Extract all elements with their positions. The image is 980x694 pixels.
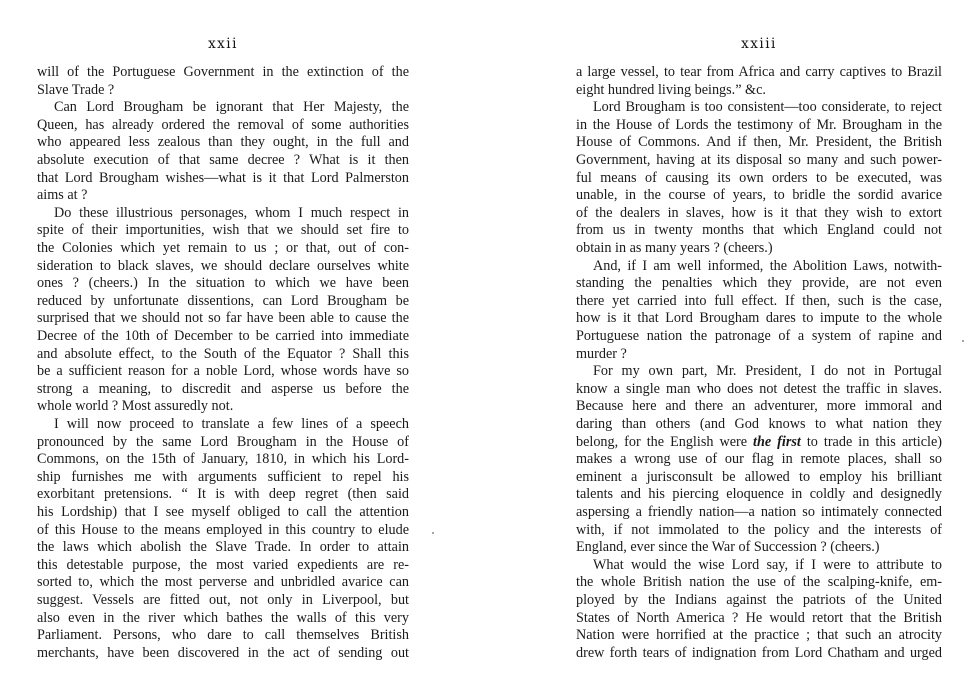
text-line: Decree of the 10th of December to be carried into immediate bbox=[37, 328, 409, 344]
text-line: ones ? (cheers.) In the situation to which we have been bbox=[37, 275, 409, 292]
text-line: Queen, has already ordered the removal of some authorities bbox=[37, 116, 409, 133]
text-line: talents and his piercing eloquence in coldly and designedly bbox=[576, 486, 942, 503]
text-line: also even in the river which bathes the walls of this very bbox=[37, 609, 409, 626]
text-line: eminent a jurisconsult be allowed to employ his brilliant bbox=[576, 468, 942, 485]
text-line: spite of their importunities, wish that we should set fire to bbox=[37, 222, 409, 239]
text-line: ship furnishes me with arguments sufficient to repel his bbox=[37, 468, 409, 485]
text-line: Because here and there an adventurer, more immoral and bbox=[576, 398, 942, 415]
text-line: a large vessel, to tear from Africa and carry captives to Brazil bbox=[576, 64, 942, 80]
page-number-left: xxii bbox=[208, 36, 238, 52]
right-page bbox=[576, 0, 942, 694]
text-line: aspersing a friendly nation—a nation so intimately connected bbox=[576, 504, 942, 520]
text-line: States of North America ? He would retort that the British bbox=[576, 609, 942, 626]
text-line: drew forth tears of indignation from Lord Chatham and urged bbox=[576, 644, 942, 661]
text-line: surprised that we should not so far have been able to cause the bbox=[37, 310, 409, 327]
text-line: the laws which abolish the Slave Trade. In order to attain bbox=[37, 539, 409, 556]
text-line: For my own part, Mr. President, I do not in Portugal bbox=[593, 363, 942, 380]
print-speck bbox=[962, 340, 964, 342]
text-line: of this House to the means employed in this country to elude bbox=[37, 521, 409, 538]
text-line: of the dealers in slaves, how is it that they wish to extort bbox=[576, 204, 942, 221]
text-line: Lord Brougham is too consistent—too considerate, to reject bbox=[593, 99, 942, 116]
text-line: that Lord Brougham wishes—what is it that Lord Palmerston bbox=[37, 169, 409, 186]
text-line: will of the Portuguese Government in the extinction of the bbox=[37, 64, 409, 80]
text-line: whole world ? Most assuredly not. bbox=[37, 398, 234, 415]
text-line: sorted to, which the most perverse and unbridled avarice can bbox=[37, 574, 409, 591]
text-line: with, if not immolated to the policy and the interests of bbox=[576, 521, 942, 538]
text-line: Nation were horrified at the practice ; that such an atrocity bbox=[576, 627, 942, 644]
text-line: belong, for the English were the first to trade in this article) bbox=[576, 433, 942, 450]
text-line: aims at ? bbox=[37, 187, 88, 204]
text-line: this detestable purpose, the most varied expedients are re- bbox=[37, 556, 409, 573]
text-line: how is it that Lord Brougham dares to impute to the whole bbox=[576, 310, 942, 327]
text-line: murder ? bbox=[576, 345, 627, 362]
text-line: suggest. Vessels are fitted out, not only in Liverpool, but bbox=[37, 592, 409, 608]
text-line: And, if I am well informed, the Abolition Laws, notwith- bbox=[593, 257, 942, 274]
text-line: his Lordship) that I see myself obliged to call the attention bbox=[37, 504, 409, 520]
text-line: eight hundred living beings.” &c. bbox=[576, 81, 766, 98]
text-line: merchants, have been discovered in the act of sending out bbox=[37, 644, 409, 661]
text-line: makes a wrong use of our flag in remote places, shall so bbox=[576, 451, 942, 468]
text-line: from us in twenty months that which England could not bbox=[576, 222, 942, 239]
text-line: Do these illustrious personages, whom I much respect in bbox=[54, 204, 409, 221]
text-line: ful means of causing its own orders to be executed, was bbox=[576, 169, 942, 186]
text-line: be a sufficient reason for a noble Lord, whose words have so bbox=[37, 363, 409, 380]
text-line: What would the wise Lord say, if I were to attribute to bbox=[593, 556, 942, 573]
text-line: ployed by the Indians against the patriots of the United bbox=[576, 592, 942, 608]
emphasis: the first bbox=[753, 433, 801, 450]
text-line: in the House of Lords the testimony of Mr. Brougham in the bbox=[576, 116, 942, 133]
left-page bbox=[37, 0, 409, 694]
text-line: standing the penalties which they provide, are not even bbox=[576, 275, 942, 292]
text-line: absolute execution of that same decree ? What is it then bbox=[37, 152, 409, 168]
text-line: know a single man who does not detest the traffic in slaves. bbox=[576, 380, 942, 397]
text-line: sideration to black slaves, we should declare ourselves white bbox=[37, 257, 409, 274]
text-line: I will now proceed to translate a few lines of a speech bbox=[54, 416, 409, 432]
text-line: who appeared less zealous than they ought, in the full and bbox=[37, 134, 409, 151]
print-speck bbox=[432, 532, 434, 534]
text-line: the whole British nation the use of the scalping-knife, em- bbox=[576, 574, 942, 591]
text-line: there yet carried into full effect. If then, such is the case, bbox=[576, 292, 942, 309]
page-number-right: xxiii bbox=[741, 36, 777, 52]
text-line: Commons, on the 15th of January, 1810, in which his Lord- bbox=[37, 451, 409, 468]
text-line: reduced by unfortunate dissentions, can Lord Brougham be bbox=[37, 292, 409, 309]
text-line: strong a meaning, to discredit and asperse us before the bbox=[37, 380, 409, 397]
text-line: Parliament. Persons, who dare to call themselves British bbox=[37, 627, 409, 644]
text-line: House of Commons. And if then, Mr. President, the British bbox=[576, 134, 942, 151]
text-line: obtain in as many years ? (cheers.) bbox=[576, 240, 773, 256]
text-line: and absolute effect, to the South of the Equator ? Shall this bbox=[37, 345, 409, 362]
text-line: pronounced by the same Lord Brougham in the House of bbox=[37, 433, 409, 450]
text-line: Portuguese nation the patronage of a system of rapine and bbox=[576, 328, 942, 344]
text-line: Government, having at its disposal so many and such power- bbox=[576, 152, 942, 168]
text-line: exorbitant pretensions. “ It is with deep regret (then said bbox=[37, 486, 409, 503]
text-line: daring than others (and God knows to what nation they bbox=[576, 416, 942, 432]
text-line: England, ever since the War of Succession ? (cheers.) bbox=[576, 539, 880, 556]
text-line: Slave Trade ? bbox=[37, 81, 115, 98]
text-line: Can Lord Brougham be ignorant that Her Majesty, the bbox=[54, 99, 409, 116]
text-line: the Colonies which yet remain to us ; or that, out of con- bbox=[37, 240, 409, 256]
text-line: unable, in the course of years, to bridle the sordid avarice bbox=[576, 187, 942, 204]
